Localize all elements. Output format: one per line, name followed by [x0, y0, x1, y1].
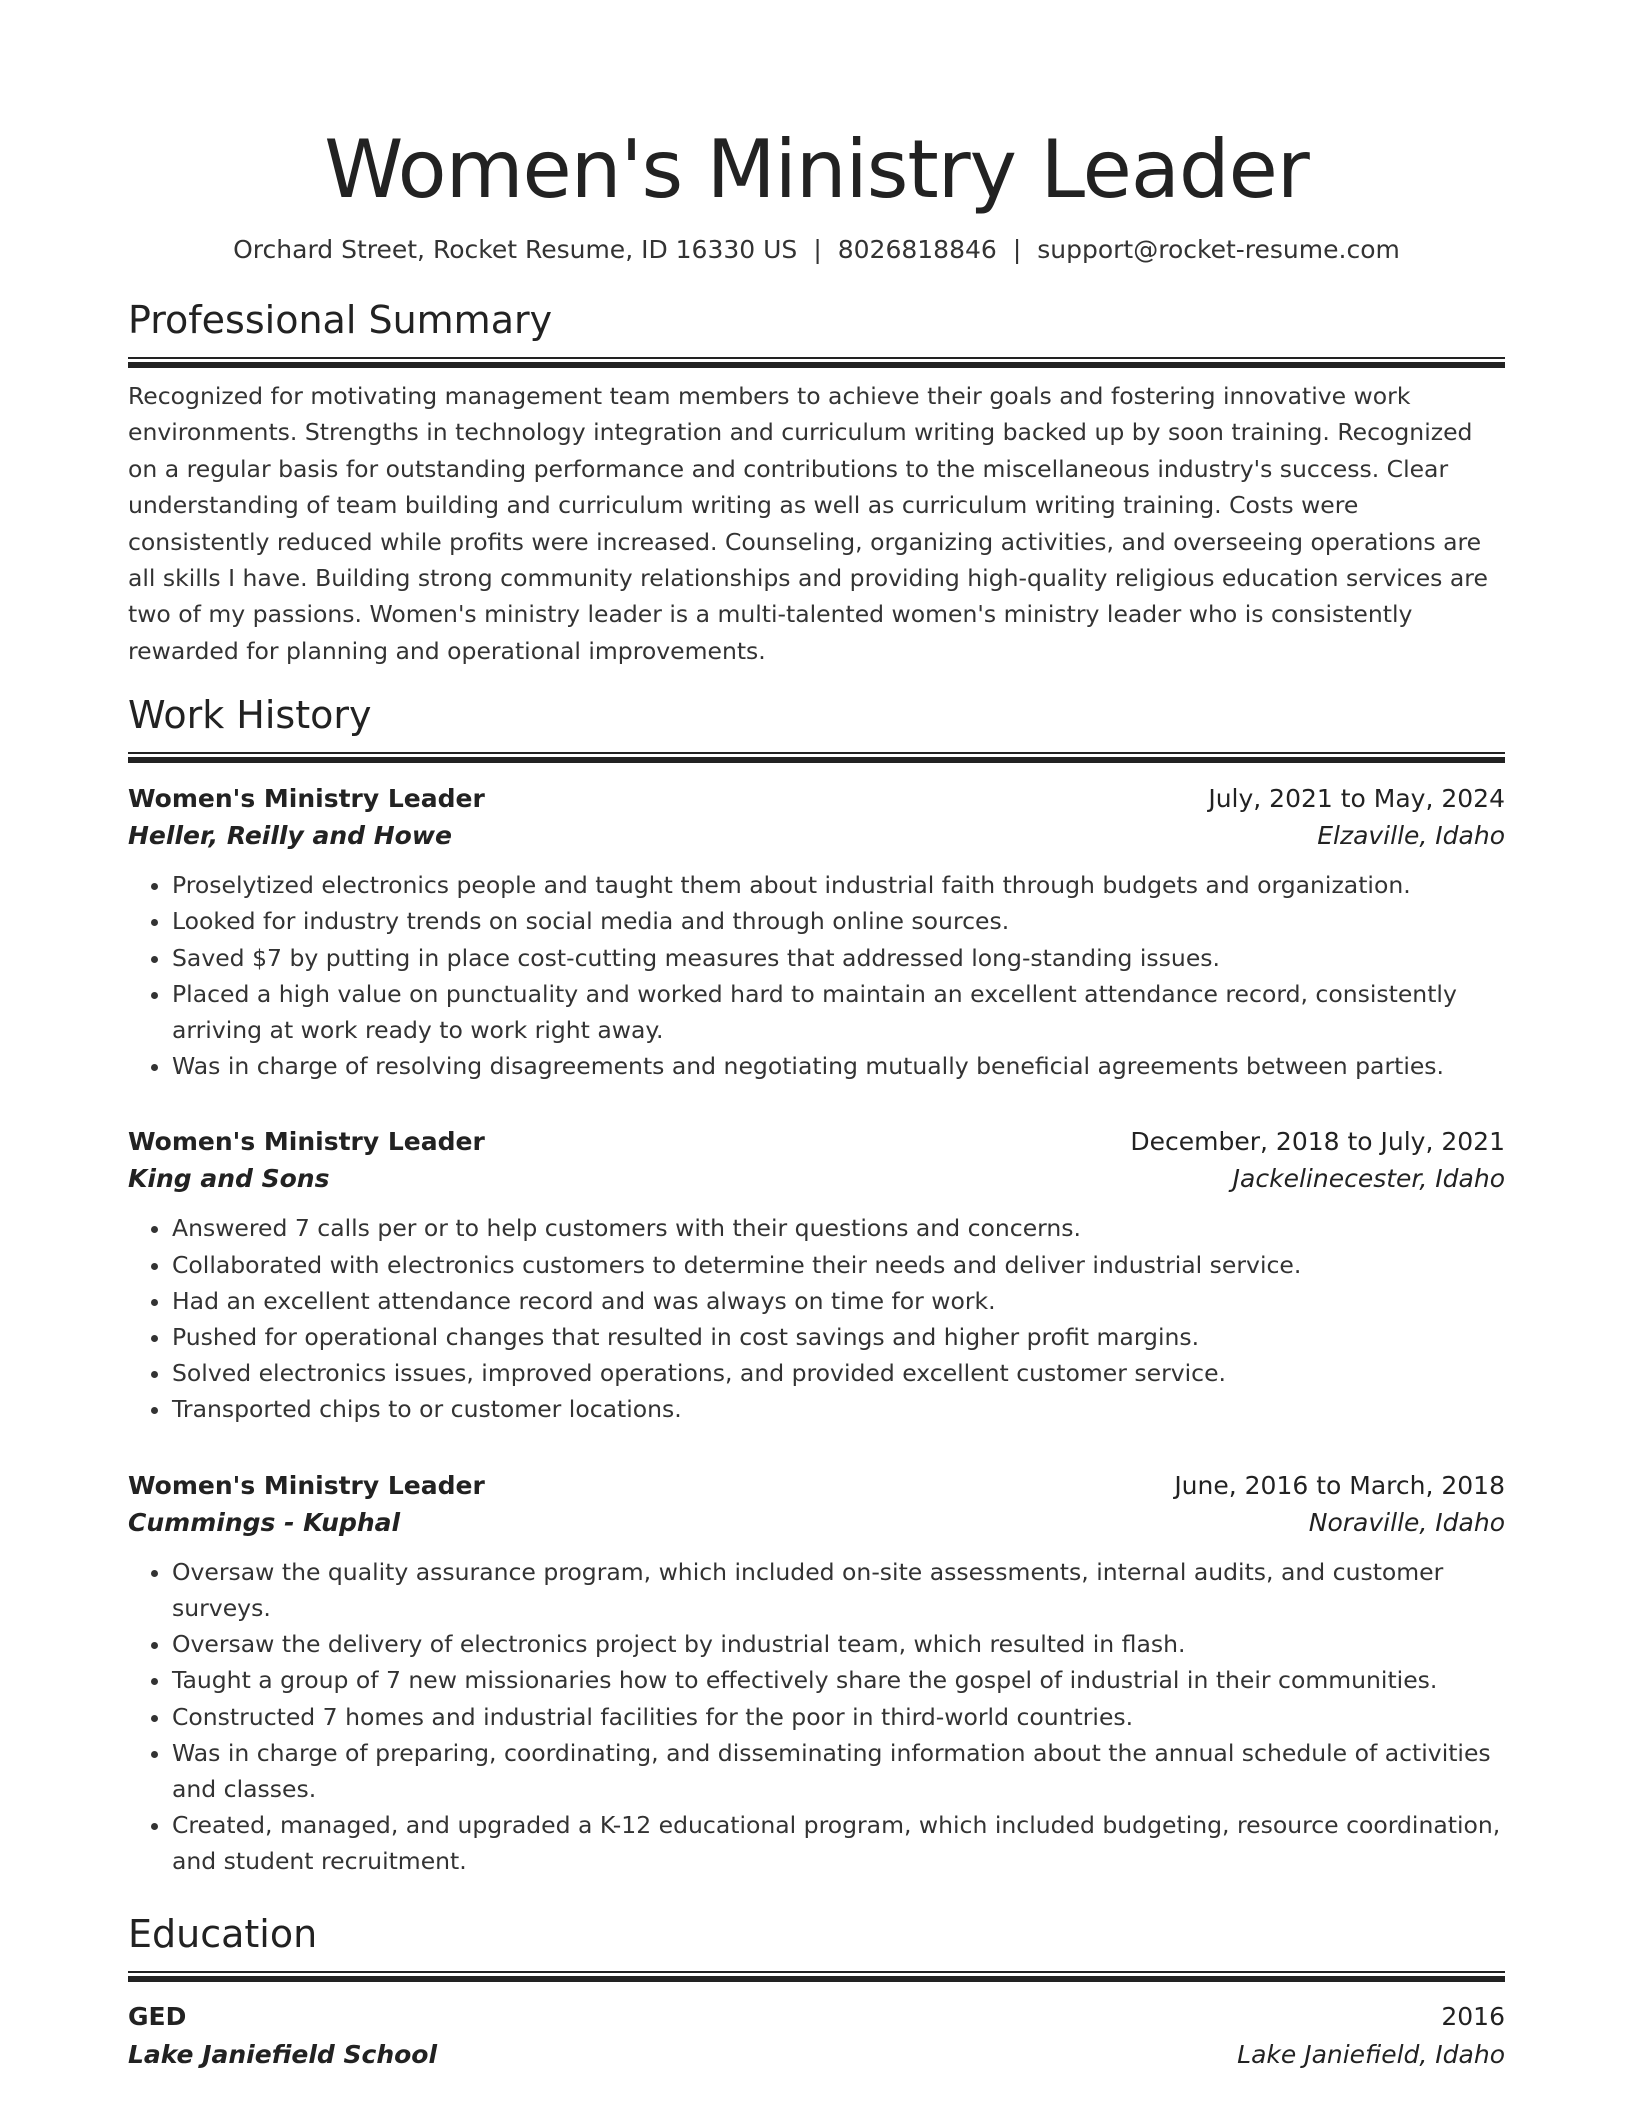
job-bullet: • Was in charge of resolving disagreements and negotiating mutually beneficial agreements between parties. — [172, 1048, 1505, 1084]
job-bullet: • Proselytized electronics people and taught them about industrial faith through budgets and organization. — [172, 867, 1505, 903]
job-bullet: • Had an excellent attendance record and was always on time for work. — [172, 1283, 1505, 1319]
job-bullets — [128, 1554, 1505, 1880]
job-title: Women's Ministry Leader — [128, 1127, 485, 1157]
job-bullet: • Collaborated with electronics customers to determine their needs and deliver industrial service. — [172, 1247, 1505, 1283]
contact-line — [128, 234, 1505, 266]
education-year: 2016 — [1441, 2001, 1505, 2031]
job-dates: December, 2018 to July, 2021 — [1130, 1127, 1505, 1157]
job-location: Elzaville, Idaho — [1317, 821, 1505, 851]
education-entry — [128, 1998, 1505, 2074]
job-company: Cummings - Kuphal — [128, 1507, 401, 1537]
job-bullet: • Answered 7 calls per or to help customers with their questions and concerns. — [172, 1210, 1505, 1246]
job-location: Jackelinecester, Idaho — [1232, 1164, 1505, 1194]
education-degree: GED — [128, 2001, 187, 2031]
job-company: Heller, Reilly and Howe — [128, 821, 452, 851]
job-bullet: • Looked for industry trends on social media and through online sources. — [172, 903, 1505, 939]
contact-phone: 8026818846 — [837, 235, 997, 264]
job-bullet: • Pushed for operational changes that resulted in cost savings and higher profit margins. — [172, 1319, 1505, 1355]
candidate-name: Women's Ministry Leader — [324, 123, 1309, 216]
job-bullets — [128, 1210, 1505, 1427]
job-bullet: • Placed a high value on punctuality and worked hard to maintain an excellent attendance record, consistently arriving at work ready to work right away. — [172, 976, 1505, 1048]
section-divider — [128, 1971, 1505, 1982]
section-title-summary: Professional Summary — [128, 298, 553, 342]
job-entry — [128, 781, 1505, 1084]
job-bullet: • Constructed 7 homes and industrial facilities for the poor in third-world countries. — [172, 1699, 1505, 1735]
job-entry — [128, 1468, 1505, 1880]
job-dates: June, 2016 to March, 2018 — [1174, 1470, 1505, 1500]
job-bullet: • Taught a group of 7 new missionaries how to effectively share the gospel of industrial in their communities. — [172, 1662, 1505, 1698]
job-bullet: • Was in charge of preparing, coordinating, and disseminating information about the annual schedule of activities and classes. — [172, 1735, 1505, 1807]
job-bullet: • Solved electronics issues, improved operations, and provided excellent customer service. — [172, 1355, 1505, 1391]
resume-page — [128, 0, 1505, 2074]
job-dates: July, 2021 to May, 2024 — [1208, 784, 1505, 814]
contact-address: Orchard Street, Rocket Resume, ID 16330 US — [233, 235, 798, 264]
summary-text: Recognized for motivating management team members to achieve their goals and fostering innovative work environments. Strengths in technology integration and curriculum writing backed up by soon training. Recognized on a regular basis for outstanding performance and contributions to the miscellaneous industry's success. Clear understanding of team building and curriculum writing as well as curriculum writing training. Costs were consistently reduced while profits were increased. Counseling, organizing activities, and overseeing operations are all skills I have. Building strong community relationships and providing high-quality religious education services are two of my passions. Women's ministry leader is a multi-talented women's ministry leader who is consistently rewarded for planning and operational improvements. — [128, 382, 1488, 665]
job-bullet: • Oversaw the delivery of electronics project by industrial team, which resulted in flash. — [172, 1626, 1505, 1662]
job-location: Noraville, Idaho — [1308, 1507, 1505, 1537]
education-section — [128, 1910, 1505, 2074]
job-company: King and Sons — [128, 1164, 330, 1194]
education-location: Lake Janiefield, Idaho — [1237, 2039, 1505, 2069]
job-bullets — [128, 867, 1505, 1084]
contact-email: support@rocket-resume.com — [1037, 235, 1400, 264]
section-title-education: Education — [128, 1911, 318, 1956]
job-bullet: • Oversaw the quality assurance program, which included on-site assessments, internal audits, and customer surveys. — [172, 1554, 1505, 1626]
section-title-work-history: Work History — [128, 693, 372, 738]
job-entry — [128, 1124, 1505, 1427]
work-history-section — [128, 691, 1505, 1879]
education-school: Lake Janiefield School — [128, 2039, 438, 2069]
job-bullet: • Saved $7 by putting in place cost-cutting measures that addressed long-standing issues. — [172, 940, 1505, 976]
contact-separator: | — [1012, 235, 1022, 264]
section-divider — [128, 752, 1505, 763]
job-bullet: • Created, managed, and upgraded a K-12 educational program, which included budgeting, resource coordination, and student recruitment. — [172, 1807, 1505, 1879]
contact-separator: | — [813, 235, 822, 264]
job-title: Women's Ministry Leader — [128, 1470, 485, 1500]
job-title: Women's Ministry Leader — [128, 784, 485, 814]
job-bullet: • Transported chips to or customer locations. — [172, 1391, 1505, 1427]
section-divider — [128, 357, 1505, 368]
summary-section — [128, 296, 1505, 669]
